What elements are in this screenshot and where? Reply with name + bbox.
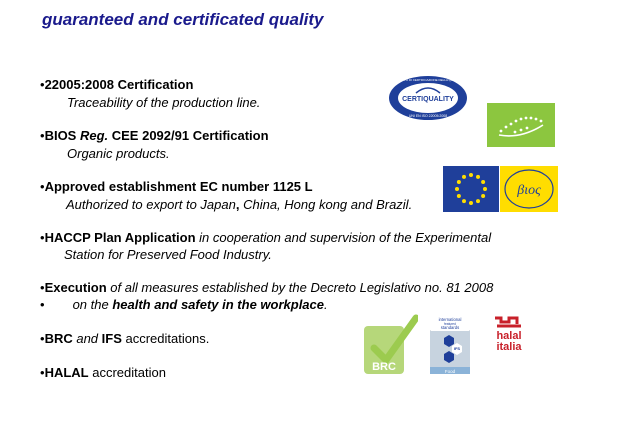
item-brc: •BRC and IFS accreditations. [40,331,210,346]
eu-star-icon [469,173,473,177]
svg-text:italia: italia [496,341,522,353]
svg-text:standards: standards [440,325,460,330]
eu-star-icon [455,187,459,191]
eu-star-icon [457,194,461,198]
svg-text:UNI EN ISO 22005:2008: UNI EN ISO 22005:2008 [408,114,448,118]
eu-star-icon [476,199,480,203]
item-iso-sub: Traceability of the production line. [67,95,261,110]
item-bios-heading: •BIOS Reg. CEE 2092/91 Certification [40,128,269,143]
svg-text:ISTITUTO DI CERTIFICAZIONE DEL: ISTITUTO DI CERTIFICAZIONE DELLA QUALITÀ [394,78,462,82]
certiquality-logo [388,75,468,121]
item-halal: •HALAL accreditation [40,365,166,380]
item-haccp-line2: Station for Preserved Food Industry. [64,247,272,262]
bios-logo [500,166,558,212]
halal-italia-logo [489,314,529,354]
svg-text:βιος: βιος [517,183,541,198]
svg-text:BRC: BRC [372,361,396,373]
eu-organic-leaf-logo [487,103,555,147]
item-haccp-heading: •HACCP Plan Application in cooperation and supervision of the Experimental [40,230,492,245]
svg-text:IFS: IFS [453,346,461,351]
item-ec-sub: Authorized to export to Japan, China, Hong kong and Brazil. [66,197,413,212]
svg-text:featured: featured [444,322,456,326]
eu-star-icon [457,180,461,184]
svg-text:international: international [438,317,462,322]
svg-text:CERTIQUALITY: CERTIQUALITY [402,96,454,103]
eu-star-icon [462,175,466,179]
eu-star-icon [481,180,485,184]
item-iso-heading: •22005:2008 Certification [40,77,194,92]
eu-star-icon [483,187,487,191]
eu-star-icon [476,175,480,179]
page-title: guaranteed and certificated quality [42,10,324,29]
item-execution-line2: • on the health and safety in the workplace. [40,297,328,312]
item-execution-heading: •Execution of all measures established by the Decreto Legislativo no. 81 2008 [40,280,494,295]
svg-text:halal: halal [496,330,522,342]
eu-star-icon [469,201,473,205]
brc-logo [360,312,418,378]
eu-star-icon [462,199,466,203]
item-bios-sub: Organic products. [67,146,170,161]
eu-star-icon [481,194,485,198]
ifs-food-logo [430,316,470,374]
eu-flag-logo [443,166,499,212]
svg-text:Food: Food [444,369,456,374]
item-ec-heading: •Approved establishment EC number 1125 L [40,179,313,194]
